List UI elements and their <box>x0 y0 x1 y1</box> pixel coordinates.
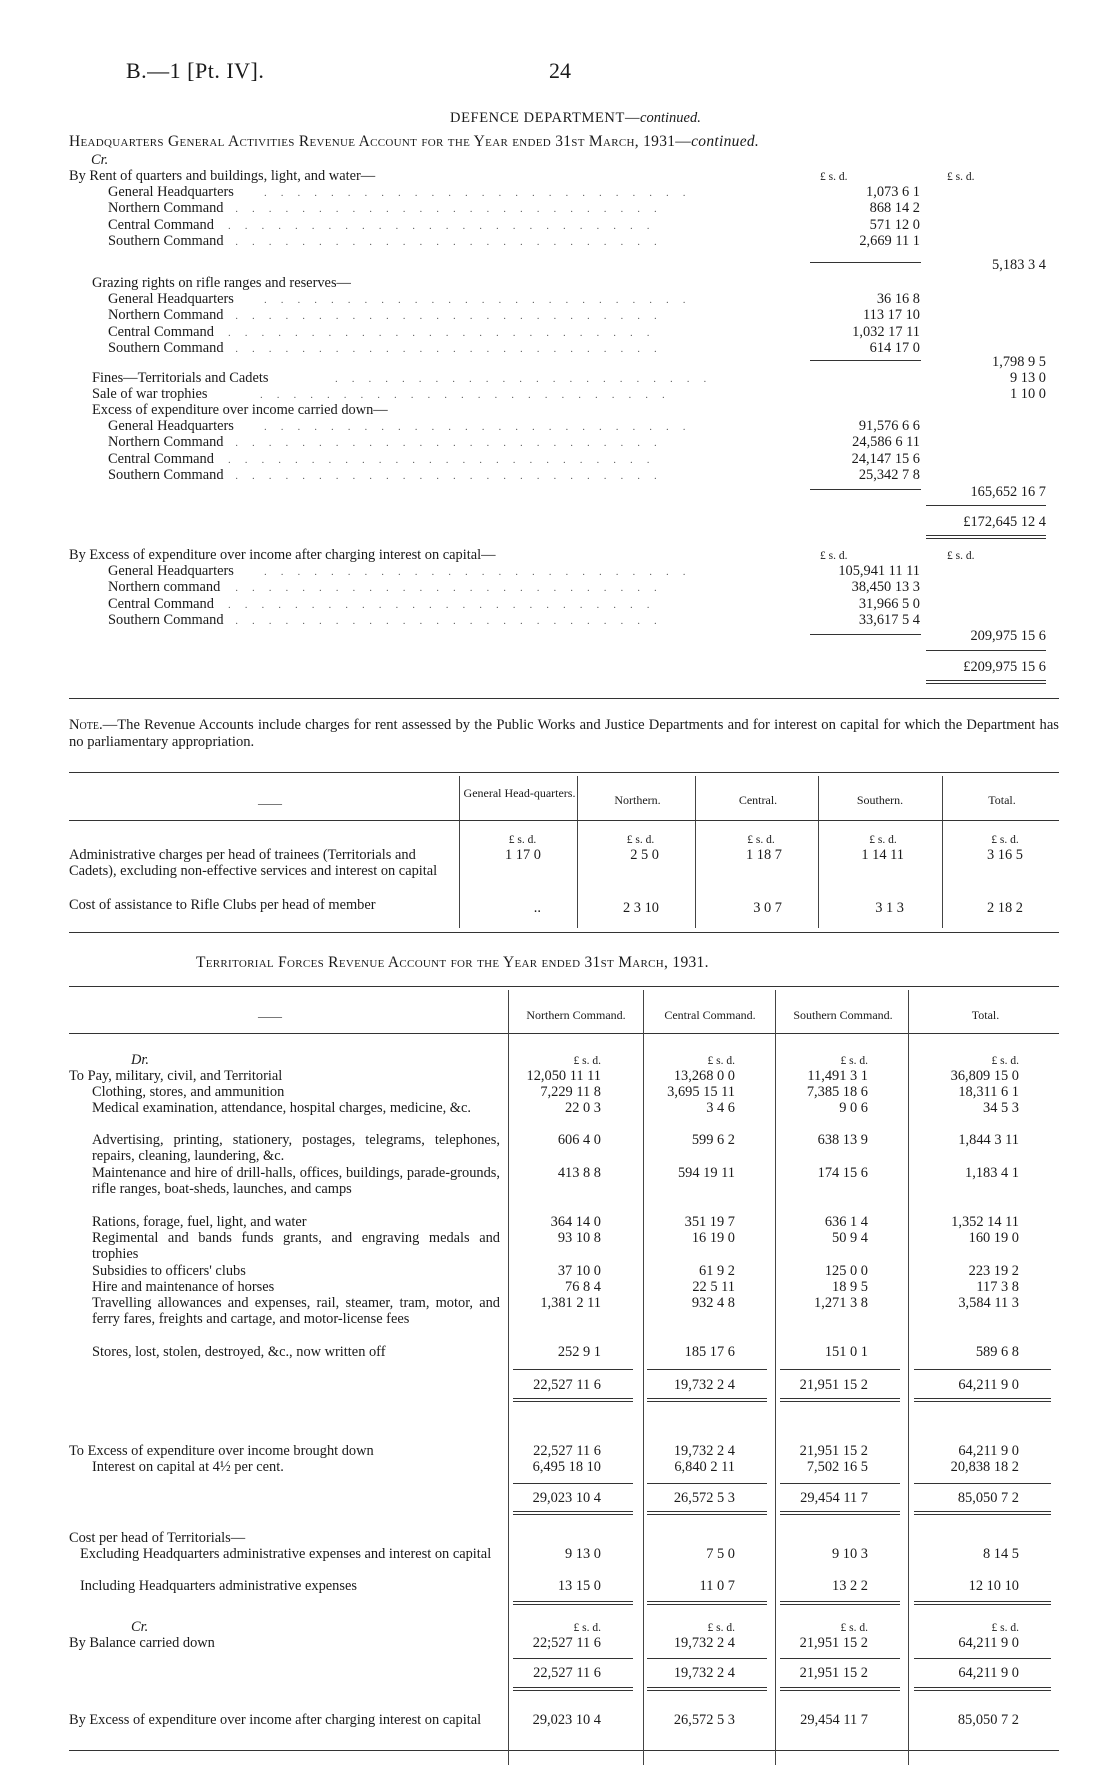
tf-row-value: 1,183 4 1 <box>965 1165 1019 1181</box>
excess-interest-currency-total: £ s. d. <box>947 550 975 562</box>
tf-row-value: 13,268 0 0 <box>673 1068 735 1084</box>
rent-item-label: Central Command <box>108 216 214 233</box>
grazing-rule <box>810 360 921 361</box>
rent-currency-header-total: £ s. d. <box>947 171 975 183</box>
excess-interest-item-label: Northern command <box>108 579 221 596</box>
excess-rule <box>810 489 921 490</box>
tf-cost-heading: Cost per head of Territorials— <box>69 1530 246 1546</box>
tf-interest-value: 6,840 2 11 <box>674 1459 735 1475</box>
excess-interest-item-amount: 105,941 11 11 <box>838 563 920 579</box>
tf-cost-rule <box>513 1601 633 1605</box>
tf-interest-total-value: 26,572 5 3 <box>673 1490 735 1506</box>
fines-label: Fines—Territorials and Cadets <box>92 370 269 386</box>
excess-interest-grand-rule-top <box>926 650 1046 651</box>
excess-interest-item-leader: .......................... <box>264 566 700 578</box>
grazing-item-leader: .......................... <box>235 310 671 323</box>
tf-row-value: 50 9 4 <box>832 1230 868 1246</box>
tf-balance-rule-bottom <box>780 1687 900 1691</box>
excess-interest-item-label: Southern Command <box>108 611 224 628</box>
tf-brought-down-value: 22,527 11 6 <box>533 1443 601 1459</box>
department-title: DEFENCE DEPARTMENT—continued. <box>450 110 701 126</box>
tf-row-value: 1,381 2 11 <box>540 1295 601 1311</box>
excess-item-leader: .......................... <box>235 469 671 482</box>
tf-row-value: 7,229 11 8 <box>540 1084 601 1100</box>
tf-interest-value: 20,838 18 2 <box>950 1459 1019 1475</box>
tf-row-label: Advertising, printing, stationery, postages, telegrams, telephones, repairs, cleaning, laundering, &c. <box>92 1132 500 1164</box>
cost-table-column-rule <box>818 776 819 928</box>
excess-item-label: Central Command <box>108 450 214 467</box>
rent-total: 5,183 3 4 <box>992 257 1046 273</box>
tf-subtotal-value: 19,732 2 4 <box>673 1377 735 1393</box>
tf-row-value: 364 14 0 <box>550 1214 601 1230</box>
tf-row-value: 636 1 4 <box>824 1214 868 1230</box>
page-number: 24 <box>549 58 571 83</box>
tf-interest-rule-bottom <box>780 1511 900 1515</box>
tf-subtotal-rule-top <box>513 1369 633 1370</box>
tf-row-value: 351 19 7 <box>684 1214 735 1230</box>
tf-excluding-value: 9 10 3 <box>832 1546 868 1562</box>
cost-table-header-rule <box>69 820 1059 821</box>
tf-final-value: 26,572 5 3 <box>673 1712 735 1728</box>
tf-subtotal-rule-bottom <box>647 1398 767 1402</box>
cost-row-rifle-value: 2 18 2 <box>987 900 1023 916</box>
cost-table-currency: £ s. d. <box>508 834 537 846</box>
tf-top-rule <box>69 986 1059 987</box>
cost-table-currency: £ s. d. <box>869 834 897 846</box>
tf-subtotal-value: 64,211 9 0 <box>958 1377 1019 1393</box>
tf-row-label: Travelling allowances and expenses, rail, steamer, tram, motor, and ferry fares, freights and cartage, and motor-license fees <box>92 1295 500 1327</box>
tf-row-value: 22 5 11 <box>692 1279 735 1295</box>
cost-table-top-rule <box>69 772 1059 773</box>
rent-rule <box>810 262 921 263</box>
excess-item-label: General Headquarters <box>108 418 234 434</box>
cost-table-currency: £ s. d. <box>626 834 655 846</box>
tf-balance-value: 22;527 11 6 <box>532 1635 601 1651</box>
tf-row-value: 3,584 11 3 <box>958 1295 1019 1311</box>
excess-interest-item-label: Central Command <box>108 595 214 612</box>
tf-row-value: 36,809 15 0 <box>950 1068 1019 1084</box>
excess-item-amount: 24,586 6 11 <box>852 434 920 451</box>
rent-heading: By Rent of quarters and buildings, light, and water— <box>69 168 376 184</box>
grazing-item-amount: 614 17 0 <box>869 339 920 356</box>
tf-interest-rule-bottom <box>914 1511 1051 1515</box>
tf-including-value: 13 15 0 <box>557 1578 601 1594</box>
tf-row-label: Clothing, stores, and ammunition <box>92 1084 285 1100</box>
tf-interest-rule-bottom <box>513 1511 633 1515</box>
tf-including-value: 13 2 2 <box>832 1578 868 1594</box>
tf-row-value: 34 5 3 <box>983 1100 1019 1116</box>
tf-column-rule <box>908 990 909 1765</box>
tf-row-value: 1,844 3 11 <box>958 1132 1019 1148</box>
hq-account-title: Headquarters General Activities Revenue Account for the Year ended 31st March, 1931—continued. <box>69 133 760 150</box>
tf-excluding-value: 7 5 0 <box>706 1546 735 1562</box>
section-divider <box>69 698 1059 699</box>
tf-currency-header: £ s. d. <box>840 1055 868 1067</box>
cost-row-rifle-value: 3 0 7 <box>753 900 782 916</box>
tf-row-label: Rations, forage, fuel, light, and water <box>92 1214 307 1230</box>
tf-including-value: 12 10 10 <box>968 1578 1019 1594</box>
tf-cost-rule <box>647 1601 767 1605</box>
rent-item-leader: .......................... <box>235 203 671 216</box>
tf-row-label: Hire and maintenance of horses <box>92 1279 275 1295</box>
tf-cr-label: Cr. <box>131 1619 149 1635</box>
excess-item-amount: 91,576 6 6 <box>858 418 920 434</box>
excess-item-amount: 24,147 15 6 <box>851 450 920 467</box>
tf-column-rule <box>775 990 776 1765</box>
cost-table-column-rule <box>695 776 696 928</box>
tf-cr-currency: £ s. d. <box>840 1622 868 1634</box>
tf-row-value: 413 8 8 <box>557 1165 601 1181</box>
tf-column-header: Southern Command. <box>793 1008 893 1022</box>
tf-row-value: 7,385 18 6 <box>806 1084 868 1100</box>
tf-bottom-rule <box>69 1750 1059 1751</box>
tf-row-value: 93 10 8 <box>557 1230 601 1246</box>
tf-balance-total-value: 22,527 11 6 <box>533 1665 601 1681</box>
hq-cr-label: Cr. <box>91 152 109 168</box>
rent-item-amount: 2,669 11 1 <box>859 232 920 249</box>
tf-row-value: 76 8 4 <box>565 1279 601 1295</box>
rent-currency-header: £ s. d. <box>820 171 848 183</box>
excess-interest-total: 209,975 15 6 <box>970 628 1046 644</box>
excess-interest-item-leader: .......................... <box>235 582 671 595</box>
excess-item-label: Southern Command <box>108 466 224 483</box>
tf-final-label: By Excess of expenditure over income after charging interest on capital <box>69 1712 482 1728</box>
cost-row-admin-value: 2 5 0 <box>630 847 659 863</box>
cost-table-column-header: Northern. <box>614 793 661 807</box>
grazing-item-label: Northern Command <box>108 307 224 324</box>
tf-row-value: 151 0 1 <box>824 1344 868 1360</box>
rent-item-amount: 868 14 2 <box>869 200 920 217</box>
excess-item-leader: .......................... <box>235 437 671 450</box>
tf-row-value: 174 15 6 <box>817 1165 868 1181</box>
cost-table-bottom-rule <box>69 932 1059 933</box>
tf-subtotal-rule-top <box>780 1369 900 1370</box>
tf-row-value: 185 17 6 <box>684 1344 735 1360</box>
fines-leader: ....................... <box>335 373 721 385</box>
tf-row-label: Regimental and bands funds grants, and engraving medals and trophies <box>92 1230 500 1262</box>
tf-column-rule <box>643 990 644 1765</box>
tf-currency-header: £ s. d. <box>707 1055 735 1067</box>
tf-row-value: 37 10 0 <box>557 1263 601 1279</box>
grazing-item-label: Central Command <box>108 323 214 340</box>
excess-interest-item-amount: 33,617 5 4 <box>858 611 920 628</box>
rent-item-leader: .......................... <box>264 187 700 199</box>
tf-row-label: Subsidies to officers' clubs <box>92 1263 246 1279</box>
tf-column-header: Central Command. <box>664 1008 756 1022</box>
trophies-leader: ......................... <box>260 389 679 401</box>
tf-row-value: 606 4 0 <box>557 1132 601 1148</box>
cost-table-column-rule <box>942 776 943 928</box>
cost-table-column-rule <box>577 776 578 928</box>
note-paragraph: Note.—The Revenue Accounts include charges for rent assessed by the Public Works and Justice Departments and for interest on capital for which the Department has no parliamentary appropriation. <box>69 717 1059 750</box>
tf-row-value: 589 6 8 <box>975 1344 1019 1360</box>
rent-item-leader: .......................... <box>235 235 671 248</box>
excess-interest-item-leader: .......................... <box>235 614 671 627</box>
cost-table-currency: £ s. d. <box>747 834 775 846</box>
excess-interest-grand-total: £209,975 15 6 <box>963 659 1046 675</box>
tf-column-rule <box>508 990 509 1765</box>
tf-row-value: 22 0 3 <box>565 1100 601 1116</box>
tf-balance-rule-top <box>513 1658 633 1659</box>
cost-row-admin-value: 1 17 0 <box>505 847 541 863</box>
tf-account-title: Territorial Forces Revenue Account for the Year ended 31st March, 1931. <box>196 954 709 971</box>
tf-cr-currency: £ s. d. <box>991 1622 1019 1634</box>
tf-row-value: 9 0 6 <box>839 1100 868 1116</box>
tf-interest-total-value: 29,023 10 4 <box>532 1490 601 1506</box>
tf-interest-total-value: 29,454 11 7 <box>800 1490 868 1506</box>
tf-excluding-label: Excluding Headquarters administrative expenses and interest on capital <box>80 1546 492 1562</box>
tf-row-value: 223 19 2 <box>968 1263 1019 1279</box>
grazing-total: 1,798 9 5 <box>992 354 1046 370</box>
hq-grand-total: £172,645 12 4 <box>963 514 1046 530</box>
tf-interest-rule-top <box>647 1483 767 1484</box>
cost-table-currency: £ s. d. <box>991 834 1019 846</box>
tf-row-value: 18,311 6 1 <box>958 1084 1019 1100</box>
grand-total-rule-top <box>926 505 1046 506</box>
tf-currency-header: £ s. d. <box>991 1055 1019 1067</box>
tf-interest-total-value: 85,050 7 2 <box>957 1490 1019 1506</box>
tf-balance-total-value: 19,732 2 4 <box>673 1665 735 1681</box>
cost-row-admin-value: 3 16 5 <box>987 847 1023 863</box>
grazing-item-amount: 1,032 17 11 <box>852 323 920 340</box>
tf-row-value: 16 19 0 <box>691 1230 735 1246</box>
rent-item-label: Northern Command <box>108 200 224 217</box>
excess-total: 165,652 16 7 <box>970 484 1046 500</box>
tf-interest-rule-top <box>780 1483 900 1484</box>
excess-interest-heading: By Excess of expenditure over income after charging interest on capital— <box>69 547 496 563</box>
tf-interest-label: Interest on capital at 4½ per cent. <box>92 1459 284 1475</box>
tf-row-value: 12,050 11 11 <box>526 1068 601 1084</box>
tf-row-value: 594 19 11 <box>677 1165 735 1181</box>
grazing-item-leader: .......................... <box>228 326 664 339</box>
cost-table-column-header: Southern. <box>856 793 904 807</box>
excess-interest-grand-rule-bottom <box>926 680 1046 684</box>
tf-row-value: 932 4 8 <box>691 1295 735 1311</box>
rent-item-label: Southern Command <box>108 232 224 249</box>
tf-brought-down-label: To Excess of expenditure over income brought down <box>69 1443 374 1459</box>
tf-balance-total-value: 64,211 9 0 <box>958 1665 1019 1681</box>
excess-interest-item-leader: .......................... <box>228 598 664 611</box>
tf-interest-value: 6,495 18 10 <box>532 1459 601 1475</box>
grazing-item-leader: .......................... <box>235 342 671 355</box>
tf-balance-rule-top <box>780 1658 900 1659</box>
tf-column-header: Northern Command. <box>526 1008 626 1022</box>
fines-amount: 9 13 0 <box>1010 370 1046 386</box>
tf-row-value: 61 9 2 <box>699 1263 735 1279</box>
cost-table-column-header: Total. <box>988 793 1016 807</box>
tf-row-value: 3 4 6 <box>706 1100 735 1116</box>
excess-interest-item-amount: 31,966 5 0 <box>858 595 920 612</box>
tf-row-value: 11,491 3 1 <box>807 1068 868 1084</box>
excess-item-label: Northern Command <box>108 434 224 451</box>
grazing-item-amount: 36 16 8 <box>876 291 920 307</box>
grazing-item-label: General Headquarters <box>108 291 234 307</box>
tf-subtotal-rule-bottom <box>513 1398 633 1402</box>
tf-row-value: 160 19 0 <box>968 1230 1019 1246</box>
tf-subtotal-rule-top <box>914 1369 1051 1370</box>
tf-subtotal-rule-top <box>647 1369 767 1370</box>
cost-row-admin-value: 1 14 11 <box>861 847 904 863</box>
cost-row-rifle-label: Cost of assistance to Rifle Clubs per head of member <box>69 897 376 913</box>
tf-cr-currency: £ s. d. <box>573 1622 601 1634</box>
tf-column-header: Total. <box>971 1008 1000 1022</box>
tf-balance-rule-bottom <box>647 1687 767 1691</box>
tf-final-value: 85,050 7 2 <box>957 1712 1019 1728</box>
excess-item-leader: .......................... <box>228 453 664 466</box>
excess-interest-item-label: General Headquarters <box>108 563 234 579</box>
tf-balance-value: 21,951 15 2 <box>799 1635 868 1651</box>
tf-brought-down-value: 64,211 9 0 <box>958 1443 1019 1459</box>
excess-item-amount: 25,342 7 8 <box>858 466 920 483</box>
tf-including-value: 11 0 7 <box>699 1578 735 1594</box>
tf-cr-currency: £ s. d. <box>707 1622 735 1634</box>
tf-balance-value: 64,211 9 0 <box>958 1635 1019 1651</box>
grazing-item-leader: .......................... <box>264 294 700 306</box>
tf-excluding-value: 9 13 0 <box>565 1546 601 1562</box>
rent-item-leader: .......................... <box>228 219 664 232</box>
tf-subtotal-rule-bottom <box>780 1398 900 1402</box>
tf-currency-header: £ s. d. <box>573 1055 601 1067</box>
cost-row-rifle-value: 2 3 10 <box>623 900 659 916</box>
tf-including-label: Including Headquarters administrative expenses <box>80 1578 357 1594</box>
excess-interest-item-amount: 38,450 13 3 <box>851 579 920 596</box>
grazing-item-label: Southern Command <box>108 339 224 356</box>
tf-subtotal-value: 22,527 11 6 <box>533 1377 601 1393</box>
trophies-amount: 1 10 0 <box>1010 386 1046 402</box>
tf-row-label: Medical examination, attendance, hospital charges, medicine, &c. <box>92 1100 471 1116</box>
excess-item-leader: .......................... <box>264 421 700 433</box>
tf-balance-total-value: 21,951 15 2 <box>799 1665 868 1681</box>
cost-row-admin-label: Administrative charges per head of trainees (Territorials and Cadets), excluding non-effective services and interest on capital <box>69 847 438 879</box>
tf-header-rule <box>69 1033 1059 1034</box>
tf-row-value: 638 13 9 <box>817 1132 868 1148</box>
tf-cost-rule <box>914 1601 1051 1605</box>
grand-total-rule-bottom <box>926 535 1046 539</box>
tf-final-value: 29,023 10 4 <box>532 1712 601 1728</box>
tf-excluding-value: 8 14 5 <box>983 1546 1019 1562</box>
tf-balance-rule-top <box>647 1658 767 1659</box>
tf-blank-header: —— <box>258 1009 282 1023</box>
tf-row-label: Maintenance and hire of drill-halls, offices, buildings, parade-grounds, rifle ranges, boat-sheds, launches, and camps <box>92 1165 500 1197</box>
tf-row-value: 252 9 1 <box>557 1344 601 1360</box>
cost-table-blank-header: —— <box>258 796 282 810</box>
tf-balance-label: By Balance carried down <box>69 1635 215 1651</box>
rent-item-amount: 571 12 0 <box>869 216 920 233</box>
tf-interest-rule-bottom <box>647 1511 767 1515</box>
cost-table-column-header: Central. <box>738 793 778 807</box>
trophies-label: Sale of war trophies <box>92 386 208 402</box>
page-reference: B.—1 [Pt. IV]. <box>126 58 265 83</box>
tf-interest-value: 7,502 16 5 <box>806 1459 868 1475</box>
tf-row-label: To Pay, military, civil, and Territorial <box>69 1068 283 1084</box>
tf-balance-rule-bottom <box>914 1687 1051 1691</box>
tf-cost-rule <box>780 1601 900 1605</box>
cost-row-rifle-value: .. <box>533 900 541 916</box>
rent-item-amount: 1,073 6 1 <box>866 184 920 200</box>
excess-interest-currency: £ s. d. <box>820 550 848 562</box>
tf-balance-rule-bottom <box>513 1687 633 1691</box>
tf-row-value: 599 6 2 <box>691 1132 735 1148</box>
rent-item-label: General Headquarters <box>108 184 234 200</box>
cost-row-rifle-value: 3 1 3 <box>875 900 904 916</box>
cost-row-admin-value: 1 18 7 <box>746 847 782 863</box>
tf-row-value: 3,695 15 11 <box>667 1084 735 1100</box>
excess-interest-rule <box>810 634 921 635</box>
tf-subtotal-rule-bottom <box>914 1398 1051 1402</box>
tf-row-value: 1,352 14 11 <box>951 1214 1019 1230</box>
tf-final-value: 29,454 11 7 <box>800 1712 868 1728</box>
excess-heading: Excess of expenditure over income carried down— <box>92 402 388 418</box>
tf-balance-value: 19,732 2 4 <box>673 1635 735 1651</box>
tf-dr-label: Dr. <box>131 1052 149 1068</box>
tf-balance-rule-top <box>914 1658 1051 1659</box>
tf-row-value: 117 3 8 <box>976 1279 1019 1295</box>
tf-row-value: 125 0 0 <box>824 1263 868 1279</box>
tf-row-value: 1,271 3 8 <box>814 1295 868 1311</box>
tf-brought-down-value: 19,732 2 4 <box>673 1443 735 1459</box>
tf-interest-rule-top <box>914 1483 1051 1484</box>
cost-table-column-rule <box>459 776 460 928</box>
grazing-heading: Grazing rights on rifle ranges and reserves— <box>92 275 351 291</box>
tf-brought-down-value: 21,951 15 2 <box>799 1443 868 1459</box>
tf-interest-rule-top <box>513 1483 633 1484</box>
tf-row-value: 18 9 5 <box>832 1279 868 1295</box>
grazing-item-amount: 113 17 10 <box>862 307 920 324</box>
tf-subtotal-value: 21,951 15 2 <box>799 1377 868 1393</box>
cost-table-column-header: General Head-quarters. <box>463 786 576 800</box>
tf-row-label: Stores, lost, stolen, destroyed, &c., now written off <box>92 1344 386 1360</box>
